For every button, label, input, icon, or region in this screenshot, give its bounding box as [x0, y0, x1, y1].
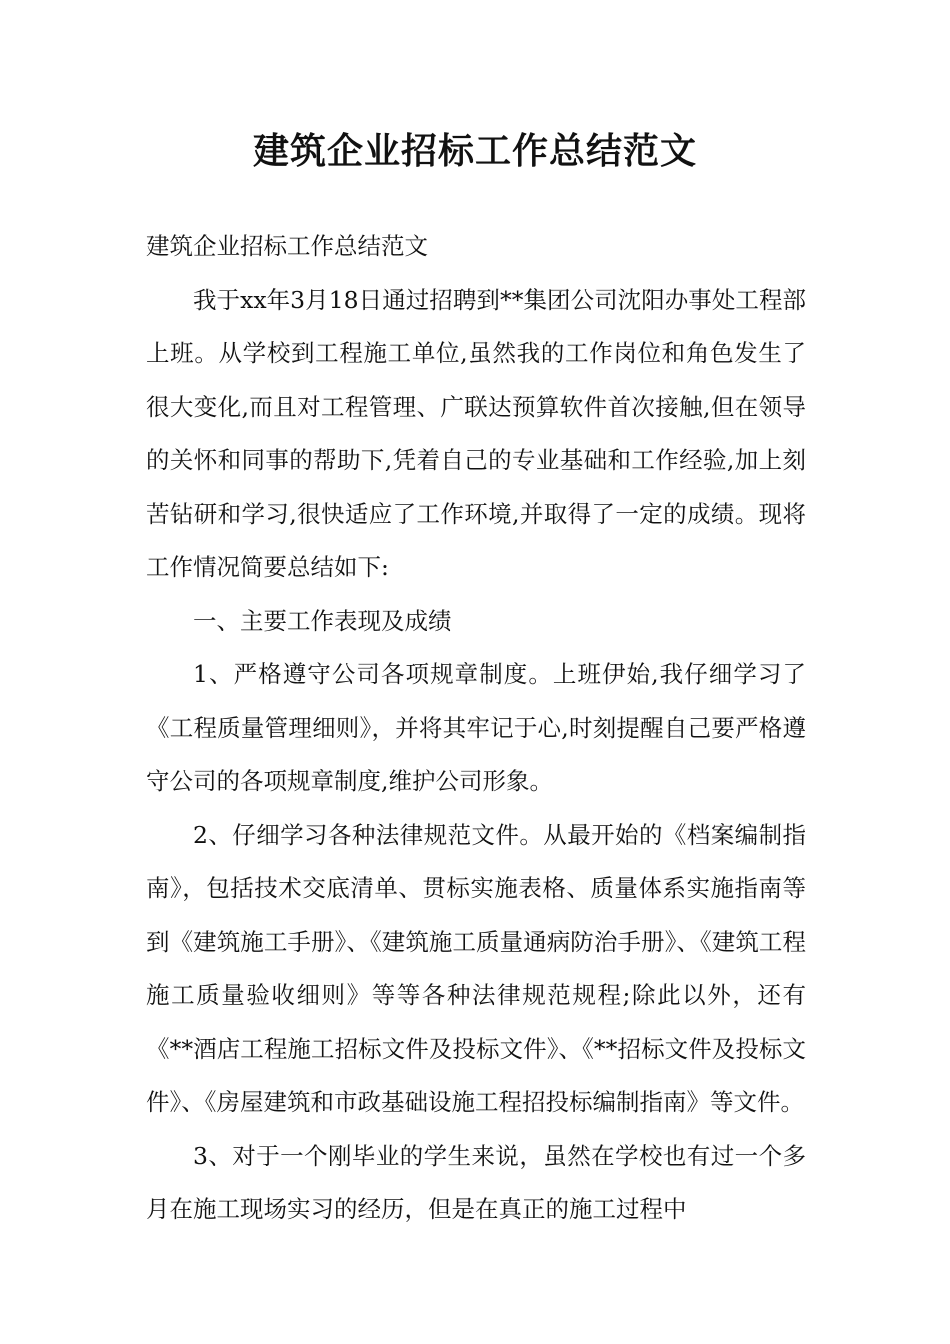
paragraph-item-3: 3、对于一个刚毕业的学生来说，虽然在学校也有过一个多月在施工现场实习的经历，但是在真正的施工过程中 — [146, 1141, 806, 1223]
paragraph-item-1: 1、严格遵守公司各项规章制度。上班伊始,我仔细学习了《工程质量管理细则》，并将其牢记于心,时刻提醒自己要严格遵守公司的各项规章制度,维护公司形象。 — [146, 660, 806, 795]
document-subtitle: 建筑企业招标工作总结范文 — [146, 232, 428, 260]
document-title: 建筑企业招标工作总结范文 — [252, 131, 697, 172]
section-heading: 一、主要工作表现及成绩 — [193, 606, 452, 635]
document-body — [146, 220, 806, 1237]
paragraph-intro: 我于xx年3月18日通过招聘到**集团公司沈阳办事处工程部上班。从学校到工程施工单位,虽然我的工作岗位和角色发生了很大变化,而且对工程管理、广联达预算软件首次接触,但在领导的关怀和同事的帮助下,凭着自己的专业基础和工作经验,加上刻苦钻研和学习,很快适应了工作环境,并取得了一定的成绩。现将工作情况简要总结如下: — [146, 285, 806, 581]
paragraph-item-2: 2、仔细学习各种法律规范文件。从最开始的《档案编制指南》，包括技术交底清单、贯标实施表格、质量体系实施指南等到《建筑施工手册》、《建筑施工质量通病防治手册》、《建筑工程施工质量验收细则》等等各种法律规范规程;除此以外，还有《**酒店工程施工招标文件及投标文件》、《**招标文件及投标文件》、《房屋建筑和市政基础设施工程招投标编制指南》等文件。 — [146, 820, 806, 1116]
